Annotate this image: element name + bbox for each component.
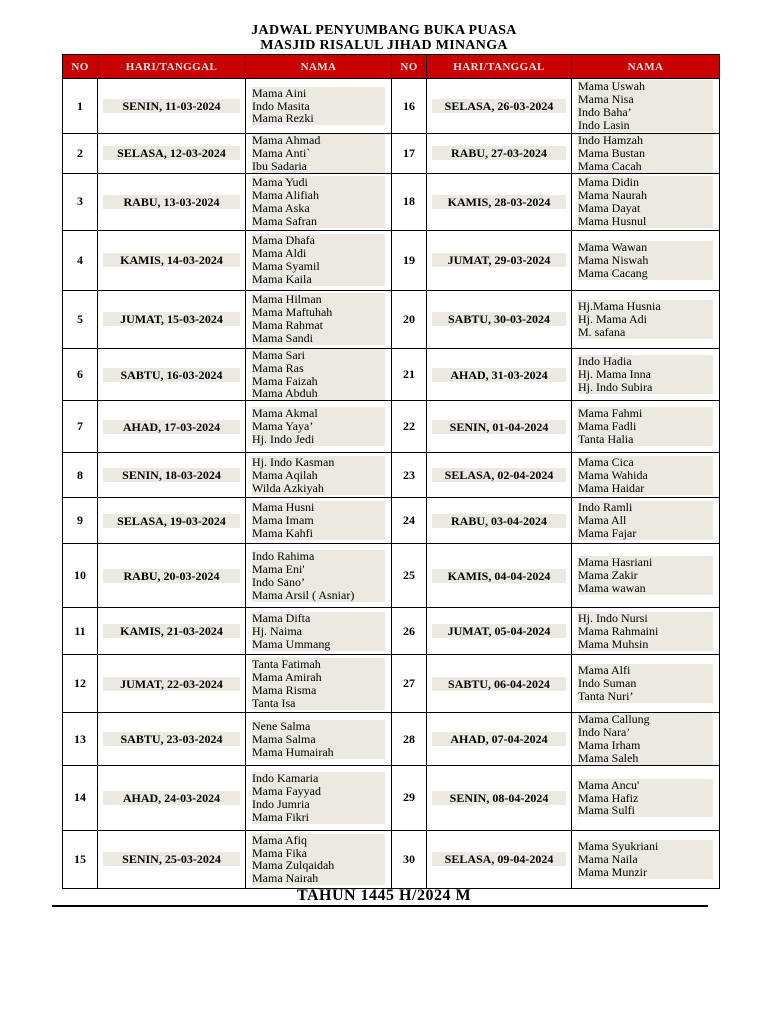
donor-name: Mama Zakir bbox=[578, 568, 638, 583]
donor-right-cell bbox=[572, 134, 720, 174]
header-name-right: NAMA bbox=[572, 55, 720, 79]
donor-right-cell bbox=[572, 498, 720, 544]
donor-name: Mama Sandi bbox=[252, 331, 313, 346]
table-row bbox=[63, 544, 720, 608]
header-date: HARI/TANGGAL bbox=[98, 55, 246, 79]
row-date-right: KAMIS, 28-03-2024 bbox=[432, 195, 566, 209]
row-date-right: SELASA, 26-03-2024 bbox=[432, 99, 566, 113]
row-date: SELASA, 19-03-2024 bbox=[103, 514, 240, 528]
row-date-right: SELASA, 02-04-2024 bbox=[432, 468, 566, 482]
row-number: 10 bbox=[63, 544, 98, 608]
donor-name: Mama Kaila bbox=[252, 272, 312, 287]
donor-name: Mama Yudi bbox=[252, 174, 308, 189]
donor-right-list bbox=[578, 80, 713, 132]
row-date: SENIN, 18-03-2024 bbox=[103, 468, 240, 482]
donor-name: Mama Sari bbox=[252, 347, 305, 362]
donor-name: Mama Yaya’ bbox=[252, 419, 314, 434]
row-date-right: SABTU, 30-03-2024 bbox=[432, 312, 566, 326]
donor-cell bbox=[246, 830, 392, 888]
table-row bbox=[63, 401, 720, 453]
table-row bbox=[63, 79, 720, 134]
donor-name: Mama Hafiz bbox=[578, 790, 639, 805]
donor-name: Wilda Azkiyah bbox=[252, 480, 324, 495]
donor-right-cell bbox=[572, 79, 720, 134]
donor-cell bbox=[246, 230, 392, 290]
donor-name: Mama Husnul bbox=[578, 213, 647, 228]
row-number-right: 19 bbox=[392, 230, 427, 290]
row-date: SABTU, 16-03-2024 bbox=[103, 368, 240, 382]
donor-right-cell bbox=[572, 830, 720, 888]
footer-year: TAHUN 1445 H/2024 M bbox=[296, 887, 472, 904]
donor-list bbox=[252, 176, 385, 228]
donor-name: Indo Lasin bbox=[578, 117, 630, 132]
document-title-line-2: MASJID RISALUL JIHAD MINANGA bbox=[260, 38, 508, 53]
row-number: 13 bbox=[63, 713, 98, 766]
row-date: SABTU, 23-03-2024 bbox=[103, 732, 240, 746]
table-row bbox=[63, 290, 720, 348]
row-date-right-cell bbox=[427, 544, 572, 608]
donor-name: Mama Imam bbox=[252, 513, 314, 528]
row-date-right-cell bbox=[427, 713, 572, 766]
row-date-right-cell bbox=[427, 608, 572, 655]
donor-name: Mama Bustan bbox=[578, 145, 645, 160]
donor-cell bbox=[246, 608, 392, 655]
table-row bbox=[63, 713, 720, 766]
donor-name: Indo Hamzah bbox=[578, 133, 643, 147]
donor-name: Mama Dayat bbox=[578, 200, 641, 215]
donor-right-list bbox=[578, 176, 713, 228]
row-number-right: 16 bbox=[392, 79, 427, 134]
donor-right-list bbox=[578, 241, 713, 280]
donor-list bbox=[252, 349, 385, 401]
donor-name: Mama Syukriani bbox=[578, 839, 659, 854]
donor-name: Hj. Naima bbox=[252, 623, 302, 638]
donor-name: Mama Risma bbox=[252, 682, 317, 697]
row-date-right-cell bbox=[427, 348, 572, 401]
row-date-right-cell bbox=[427, 453, 572, 498]
table-row bbox=[63, 498, 720, 544]
donor-name: Mama Niswah bbox=[578, 252, 649, 267]
donor-name: Mama Fikri bbox=[252, 809, 309, 824]
donor-name: Mama Aldi bbox=[252, 246, 307, 261]
row-date: SENIN, 11-03-2024 bbox=[103, 99, 240, 113]
donor-list bbox=[252, 234, 385, 286]
donor-name: Mama Dhafa bbox=[252, 233, 315, 248]
header-name: NAMA bbox=[246, 55, 392, 79]
row-date-cell bbox=[98, 765, 246, 830]
row-date-cell bbox=[98, 348, 246, 401]
row-date-right: KAMIS, 04-04-2024 bbox=[432, 569, 566, 583]
donor-name: Mama Kahfi bbox=[252, 526, 313, 541]
donor-name: Mama Zulqaidah bbox=[252, 858, 335, 873]
donor-cell bbox=[246, 348, 392, 401]
row-number-right: 30 bbox=[392, 830, 427, 888]
table-body bbox=[63, 79, 720, 889]
row-date-right-cell bbox=[427, 401, 572, 453]
donor-name: Mama Safran bbox=[252, 213, 317, 228]
donor-list bbox=[252, 456, 385, 495]
row-date-cell bbox=[98, 498, 246, 544]
row-number: 6 bbox=[63, 348, 98, 401]
donor-name: Indo Rahima bbox=[252, 549, 315, 564]
row-date: RABU, 13-03-2024 bbox=[103, 195, 240, 209]
row-number-right: 23 bbox=[392, 453, 427, 498]
donor-name: Mama Munzir bbox=[578, 864, 647, 879]
donor-name: Mama Alifiah bbox=[252, 187, 319, 202]
row-date-cell bbox=[98, 401, 246, 453]
row-number-right: 20 bbox=[392, 290, 427, 348]
donor-name: Mama Alfi bbox=[578, 663, 631, 678]
donor-name: Indo Jumria bbox=[252, 796, 310, 811]
donor-right-cell bbox=[572, 544, 720, 608]
donor-name: Indo Hadia bbox=[578, 354, 632, 369]
row-date: AHAD, 17-03-2024 bbox=[103, 420, 240, 434]
row-number: 2 bbox=[63, 134, 98, 174]
donor-name: Mama Callung bbox=[578, 712, 650, 727]
donor-name: Mama Rahmaini bbox=[578, 623, 659, 638]
row-date-right: SELASA, 09-04-2024 bbox=[432, 852, 566, 866]
row-date: RABU, 20-03-2024 bbox=[103, 569, 240, 583]
donor-name: Hj. Mama Adi bbox=[578, 311, 647, 326]
row-number: 4 bbox=[63, 230, 98, 290]
row-date-cell bbox=[98, 830, 246, 888]
donor-right-cell bbox=[572, 453, 720, 498]
donor-name: Mama Nairah bbox=[252, 871, 319, 886]
row-date-right-cell bbox=[427, 173, 572, 230]
donor-name: Mama Nisa bbox=[578, 92, 634, 107]
donor-name: Mama Rezki bbox=[252, 111, 314, 126]
donor-name: Mama All bbox=[578, 513, 627, 528]
row-number-right: 29 bbox=[392, 765, 427, 830]
donor-cell bbox=[246, 79, 392, 134]
donor-name: M. safana bbox=[578, 324, 626, 339]
donor-name: Mama Ummang bbox=[252, 636, 331, 651]
row-number: 9 bbox=[63, 498, 98, 544]
donor-name: Mama Naurah bbox=[578, 187, 647, 202]
donor-name: Mama Husni bbox=[252, 500, 315, 515]
donor-cell bbox=[246, 401, 392, 453]
row-number-right: 26 bbox=[392, 608, 427, 655]
donor-cell bbox=[246, 173, 392, 230]
donor-name: Mama Sulfi bbox=[578, 803, 635, 818]
donor-name: Mama Eni' bbox=[252, 561, 305, 576]
donor-right-cell bbox=[572, 173, 720, 230]
donor-name: Mama Hilman bbox=[252, 292, 322, 307]
donor-cell bbox=[246, 544, 392, 608]
row-date: SELASA, 12-03-2024 bbox=[103, 146, 240, 160]
donor-list bbox=[252, 407, 385, 446]
table-row bbox=[63, 348, 720, 401]
row-date-right: SENIN, 01-04-2024 bbox=[432, 420, 566, 434]
donor-name: Hj. Mama Inna bbox=[578, 367, 651, 382]
row-date-right-cell bbox=[427, 655, 572, 713]
donor-list bbox=[252, 87, 385, 126]
schedule-table bbox=[62, 54, 720, 889]
donor-right-cell bbox=[572, 348, 720, 401]
row-date-right-cell bbox=[427, 765, 572, 830]
donor-name: Mama Amirah bbox=[252, 669, 322, 684]
donor-right-list bbox=[578, 664, 713, 703]
donor-name: Hj. Indo Jedi bbox=[252, 432, 315, 447]
donor-cell bbox=[246, 498, 392, 544]
donor-name: Tanta Fatimah bbox=[252, 657, 321, 672]
donor-name: Mama Cacang bbox=[578, 265, 648, 280]
table-row bbox=[63, 765, 720, 830]
row-date-cell bbox=[98, 713, 246, 766]
donor-name: Mama Syamil bbox=[252, 259, 320, 274]
donor-name: Indo Ramli bbox=[578, 500, 633, 515]
donor-list bbox=[252, 293, 385, 345]
row-date-cell bbox=[98, 134, 246, 174]
donor-name: Indo Kamaria bbox=[252, 771, 319, 786]
table-row bbox=[63, 830, 720, 888]
donor-name: Mama Akmal bbox=[252, 406, 318, 421]
donor-name: Mama Humairah bbox=[252, 744, 334, 759]
row-date-right: AHAD, 31-03-2024 bbox=[432, 368, 566, 382]
header-no: NO bbox=[63, 55, 98, 79]
row-number-right: 21 bbox=[392, 348, 427, 401]
donor-right-cell bbox=[572, 290, 720, 348]
row-number-right: 22 bbox=[392, 401, 427, 453]
row-date: JUMAT, 15-03-2024 bbox=[103, 312, 240, 326]
donor-right-list bbox=[578, 779, 713, 818]
donor-name: Tanta Halia bbox=[578, 432, 634, 447]
donor-list bbox=[252, 501, 385, 540]
donor-cell bbox=[246, 713, 392, 766]
donor-right-list bbox=[578, 501, 713, 540]
donor-name: Mama Haidar bbox=[578, 480, 645, 495]
row-date-right: RABU, 27-03-2024 bbox=[432, 146, 566, 160]
row-date-cell bbox=[98, 453, 246, 498]
row-date-right-cell bbox=[427, 79, 572, 134]
donor-name: Mama Uswah bbox=[578, 79, 645, 94]
donor-name: Mama Afiq bbox=[252, 832, 307, 847]
donor-cell bbox=[246, 453, 392, 498]
donor-right-cell bbox=[572, 401, 720, 453]
row-date-cell bbox=[98, 79, 246, 134]
donor-name: Mama Fajar bbox=[578, 526, 637, 541]
donor-right-list bbox=[578, 134, 713, 173]
donor-name: Hj. Indo Subira bbox=[578, 379, 653, 394]
donor-name: Indo Masita bbox=[252, 98, 310, 113]
document-title-line-1: JADWAL PENYUMBANG BUKA PUASA bbox=[251, 23, 517, 38]
donor-name: Mama Aqilah bbox=[252, 467, 318, 482]
row-date: KAMIS, 21-03-2024 bbox=[103, 624, 240, 638]
donor-name: Indo Baha’ bbox=[578, 105, 632, 119]
donor-name: Mama Fahmi bbox=[578, 406, 643, 421]
row-date-right: RABU, 03-04-2024 bbox=[432, 514, 566, 528]
row-number: 11 bbox=[63, 608, 98, 655]
row-date: AHAD, 24-03-2024 bbox=[103, 791, 240, 805]
donor-name: Mama Wahida bbox=[578, 467, 648, 482]
row-date-right: JUMAT, 05-04-2024 bbox=[432, 624, 566, 638]
donor-name: Mama Saleh bbox=[578, 751, 639, 766]
donor-right-list bbox=[578, 407, 713, 446]
row-date: JUMAT, 22-03-2024 bbox=[103, 677, 240, 691]
donor-name: Mama Didin bbox=[578, 174, 639, 189]
row-date-right: SABTU, 06-04-2024 bbox=[432, 677, 566, 691]
row-number: 1 bbox=[63, 79, 98, 134]
table-row bbox=[63, 134, 720, 174]
donor-name: Hj. Indo Kasman bbox=[252, 454, 335, 469]
row-date-right-cell bbox=[427, 290, 572, 348]
donor-name: Mama Salma bbox=[252, 731, 316, 746]
donor-name: Mama Muhsin bbox=[578, 636, 649, 651]
donor-name: Mama Cacah bbox=[578, 158, 642, 173]
row-number-right: 28 bbox=[392, 713, 427, 766]
donor-right-cell bbox=[572, 655, 720, 713]
donor-right-cell bbox=[572, 230, 720, 290]
donor-list bbox=[252, 720, 385, 759]
row-date-cell bbox=[98, 655, 246, 713]
donor-name: Mama Aini bbox=[252, 85, 307, 100]
row-date-cell bbox=[98, 173, 246, 230]
donor-name: Indo Suman bbox=[578, 676, 637, 691]
donor-list bbox=[252, 658, 385, 710]
row-number-right: 24 bbox=[392, 498, 427, 544]
table-row bbox=[63, 453, 720, 498]
donor-right-cell bbox=[572, 608, 720, 655]
row-number-right: 25 bbox=[392, 544, 427, 608]
row-date-right: AHAD, 07-04-2024 bbox=[432, 732, 566, 746]
row-date-right-cell bbox=[427, 498, 572, 544]
donor-right-list bbox=[578, 713, 713, 765]
donor-right-list bbox=[578, 612, 713, 651]
table-row bbox=[63, 230, 720, 290]
row-date: SENIN, 25-03-2024 bbox=[103, 852, 240, 866]
donor-name: Mama Faizah bbox=[252, 373, 318, 388]
row-date-right-cell bbox=[427, 230, 572, 290]
row-date: KAMIS, 14-03-2024 bbox=[103, 253, 240, 267]
row-date-right-cell bbox=[427, 134, 572, 174]
donor-cell bbox=[246, 765, 392, 830]
donor-cell bbox=[246, 655, 392, 713]
donor-name: Nene Salma bbox=[252, 718, 311, 733]
row-date-cell bbox=[98, 230, 246, 290]
donor-cell bbox=[246, 290, 392, 348]
donor-name: Mama Hasriani bbox=[578, 555, 653, 570]
donor-list bbox=[252, 834, 385, 886]
donor-list bbox=[252, 612, 385, 651]
donor-name: Mama Ras bbox=[252, 360, 304, 375]
donor-name: Mama Abduh bbox=[252, 386, 318, 401]
header-no-right: NO bbox=[392, 55, 427, 79]
donor-right-list bbox=[578, 355, 713, 394]
donor-name: Tanta Isa bbox=[252, 695, 296, 710]
donor-list bbox=[252, 134, 385, 173]
donor-right-list bbox=[578, 456, 713, 495]
row-number-right: 18 bbox=[392, 173, 427, 230]
footer-rule bbox=[52, 905, 708, 907]
donor-right-list bbox=[578, 300, 713, 339]
donor-list bbox=[252, 772, 385, 824]
donor-right-cell bbox=[572, 765, 720, 830]
donor-name: Mama Ahmad bbox=[252, 133, 321, 147]
donor-name: Mama Fayyad bbox=[252, 784, 321, 799]
donor-name: Mama Rahmat bbox=[252, 318, 323, 333]
donor-name: Mama Irham bbox=[578, 738, 641, 753]
donor-name: Indo Nara’ bbox=[578, 725, 631, 740]
donor-name: Tanta Nuri’ bbox=[578, 689, 634, 704]
row-date-right: SENIN, 08-04-2024 bbox=[432, 791, 566, 805]
donor-name: Mama Anti` bbox=[252, 145, 311, 160]
table-row bbox=[63, 608, 720, 655]
donor-name: Mama Naila bbox=[578, 852, 638, 867]
row-date-cell bbox=[98, 290, 246, 348]
row-number: 14 bbox=[63, 765, 98, 830]
donor-list bbox=[252, 550, 385, 602]
table-row bbox=[63, 655, 720, 713]
table-header-row bbox=[63, 55, 720, 79]
row-date-right-cell bbox=[427, 830, 572, 888]
header-date-right: HARI/TANGGAL bbox=[427, 55, 572, 79]
donor-right-cell bbox=[572, 713, 720, 766]
row-number: 7 bbox=[63, 401, 98, 453]
row-date-cell bbox=[98, 608, 246, 655]
donor-name: Mama Maftuhah bbox=[252, 305, 333, 320]
donor-name: Mama Fika bbox=[252, 845, 307, 860]
row-number: 3 bbox=[63, 173, 98, 230]
donor-name: Mama Fadli bbox=[578, 419, 637, 434]
donor-name: Mama Arsil ( Asniar) bbox=[252, 587, 355, 602]
donor-name: Mama wawan bbox=[578, 581, 646, 596]
row-number: 5 bbox=[63, 290, 98, 348]
row-number: 12 bbox=[63, 655, 98, 713]
donor-right-list bbox=[578, 556, 713, 595]
row-number: 8 bbox=[63, 453, 98, 498]
donor-right-list bbox=[578, 840, 713, 879]
donor-cell bbox=[246, 134, 392, 174]
donor-name: Mama Cica bbox=[578, 454, 634, 469]
donor-name: Mama Aska bbox=[252, 200, 310, 215]
donor-name: Mama Ancu' bbox=[578, 777, 640, 792]
row-date-right: JUMAT, 29-03-2024 bbox=[432, 253, 566, 267]
donor-name: Hj.Mama Husnia bbox=[578, 298, 661, 313]
row-date-cell bbox=[98, 544, 246, 608]
donor-name: Indo Sano’ bbox=[252, 574, 305, 589]
table-row bbox=[63, 173, 720, 230]
donor-name: Ibu Sadaria bbox=[252, 158, 307, 173]
row-number: 15 bbox=[63, 830, 98, 888]
donor-name: Mama Wawan bbox=[578, 239, 648, 254]
donor-name: Hj. Indo Nursi bbox=[578, 610, 648, 625]
donor-name: Mama Difta bbox=[252, 610, 311, 625]
row-number-right: 17 bbox=[392, 134, 427, 174]
row-number-right: 27 bbox=[392, 655, 427, 713]
